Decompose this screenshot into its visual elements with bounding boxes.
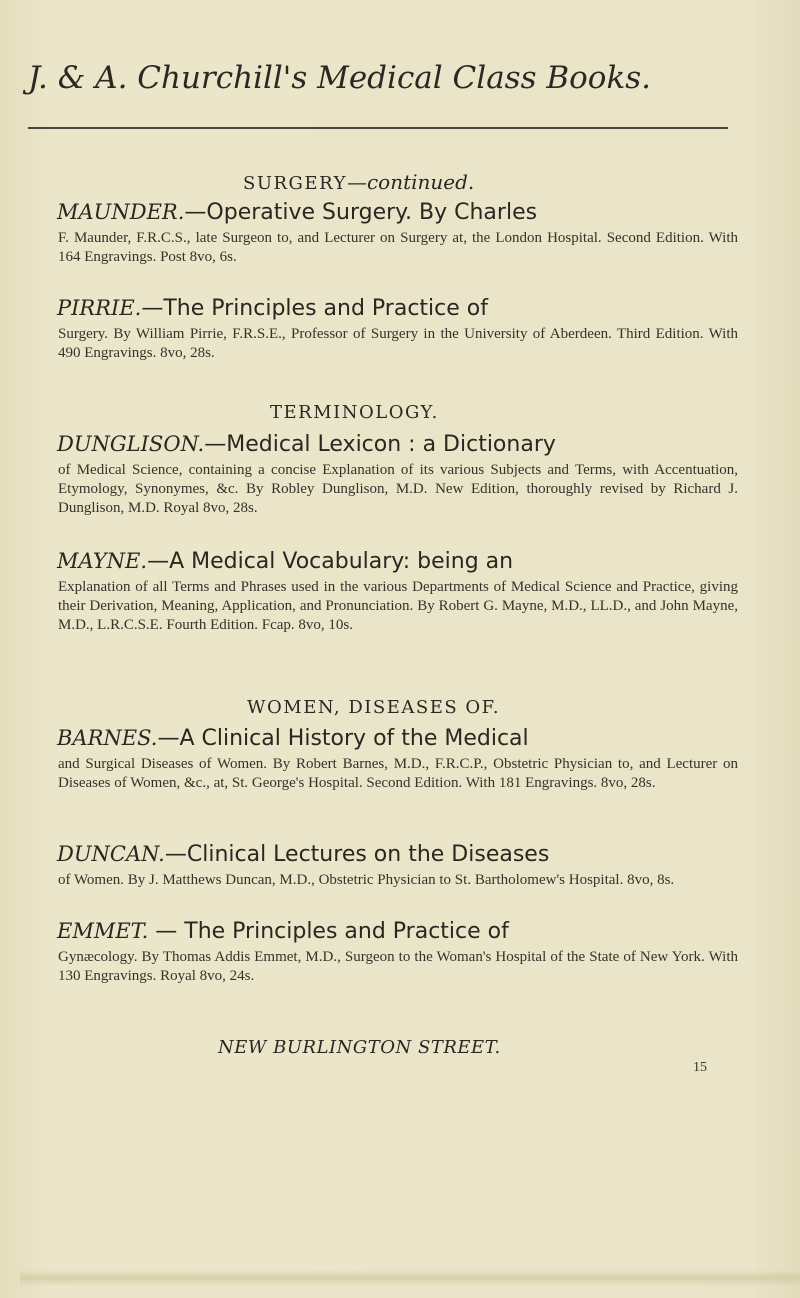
entry-author: DUNGLISON.	[57, 432, 205, 456]
page-number: 15	[693, 1060, 707, 1075]
section-heading-women: WOMEN, DISEASES OF.	[247, 697, 501, 718]
entry-description: Surgery. By William Pirrie, F.R.S.E., Professor of Surgery in the University of Aberdeen. Third Edition. With 490 Engravings. 8vo, 28s.	[58, 326, 738, 361]
entry-description: Explanation of all Terms and Phrases used in the various Departments of Medical Science and Practice, giving their Derivation, Meaning, Application, and Pronunciation. By Robert G. Mayne, M.D., LL.D., and John Mayne, M.D., L.R.C.S.E. Fourth Edition. Fcap. 8vo, 10s.	[58, 579, 738, 633]
entry-description: Gynæcology. By Thomas Addis Emmet, M.D., Surgeon to the Woman's Hospital of the State of New York. With 130 Engravings. Royal 8vo, 24s.	[58, 949, 738, 984]
entry-title-text: —The Principles and Practice of	[141, 296, 488, 321]
continued-label: —continued.	[346, 170, 475, 194]
entry-emmet	[57, 915, 737, 986]
running-head: J. & A. Churchill's Medical Class Books.	[28, 60, 651, 96]
entry-author: DUNCAN.	[57, 842, 165, 866]
entry-author: PIRRIE.	[57, 296, 142, 320]
entry-title	[57, 838, 737, 871]
entry-maunder	[57, 196, 737, 267]
section-heading-terminology: TERMINOLOGY.	[270, 402, 439, 423]
entry-title-text: —A Clinical History of the Medical	[157, 726, 529, 751]
entry-title	[57, 196, 737, 229]
head-rule	[28, 127, 728, 129]
page-footer: NEW BURLINGTON STREET.	[218, 1037, 501, 1058]
entry-author: BARNES.	[57, 726, 158, 750]
entry-title-text: —Clinical Lectures on the Diseases	[164, 842, 550, 867]
entry-description: of Medical Science, containing a concise Explanation of its various Subjects and Terms, with Accentuation, Etymology, Synonymes, &c. By Robley Dunglison, M.D. New Edition, thoroughly revised by Richard J. Dunglison, M.D. Royal 8vo, 28s.	[58, 462, 738, 516]
entry-pirrie	[57, 292, 737, 363]
entry-title-text: —A Medical Vocabulary: being an	[147, 549, 514, 574]
entry-title	[57, 545, 737, 578]
entry-title-text: —Medical Lexicon : a Dictionary	[204, 432, 556, 457]
entry-duncan	[57, 838, 737, 890]
entry-author: MAYNE.	[57, 549, 148, 573]
section-heading-surgery	[243, 170, 474, 194]
page-edge-shadow	[20, 1270, 800, 1286]
entry-title-text: — The Principles and Practice of	[148, 919, 509, 944]
entry-barnes	[57, 722, 737, 793]
entry-description: F. Maunder, F.R.C.S., late Surgeon to, and Lecturer on Surgery at, the London Hospital. Second Edition. With 164 Engravings. Post 8vo, 6s.	[58, 230, 738, 265]
entry-title	[57, 722, 737, 755]
entry-description: and Surgical Diseases of Women. By Robert Barnes, M.D., F.R.C.P., Obstetric Physician to, and Lecturer on Diseases of Women, &c., at, St. George's Hospital. Second Edition. With 181 Engravings. 8vo, 28s.	[58, 756, 738, 791]
entry-title	[57, 292, 737, 325]
entry-author: EMMET.	[57, 919, 149, 943]
section-heading-surgery-text: SURGERY	[243, 173, 347, 194]
entry-author: MAUNDER.	[57, 200, 185, 224]
entry-dunglison	[57, 428, 737, 518]
entry-title	[57, 428, 737, 461]
entry-title	[57, 915, 737, 948]
entry-description: of Women. By J. Matthews Duncan, M.D., Obstetric Physician to St. Bartholomew's Hospital. 8vo, 8s.	[58, 872, 675, 888]
entry-title-text: —Operative Surgery. By Charles	[184, 200, 538, 225]
entry-mayne	[57, 545, 737, 635]
